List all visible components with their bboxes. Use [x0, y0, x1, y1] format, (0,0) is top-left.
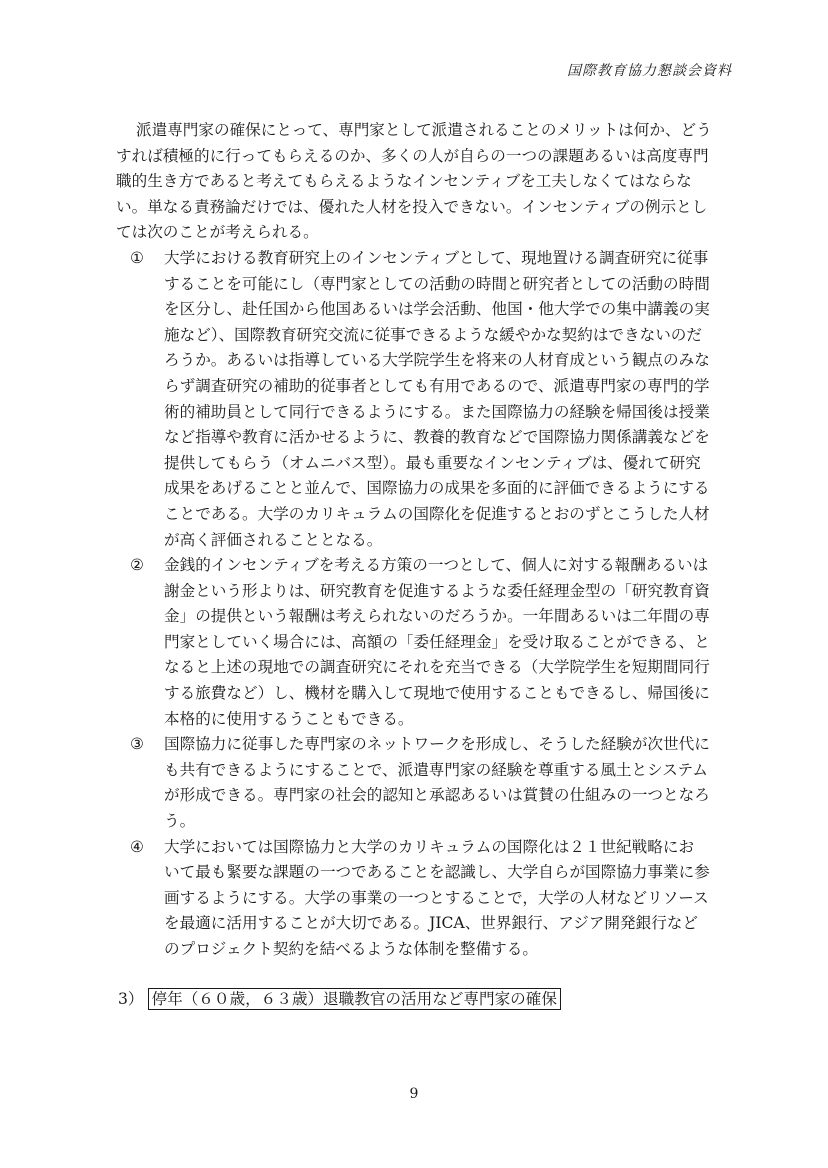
text-line: ろうか。あるいは指導している大学院学生を将来の人材育成という観点のみな — [164, 351, 710, 370]
text-line: 成果をあげることと並んで、国際協力の成果を多面的に評価できるようにする — [164, 479, 710, 498]
text-line: ことである。大学のカリキュラムの国際化を促進するとおのずとこうした人材 — [164, 504, 710, 523]
text-line: う。 — [164, 812, 196, 831]
list-marker: ④ — [130, 837, 144, 856]
text-line: なると上述の現地での調査研究にそれを充当できる（大学院学生を短期間同行 — [164, 658, 710, 677]
text-line: 金」の提供という報酬は考えられないのだろうか。一年間あるいは二年間の専 — [164, 607, 710, 626]
text-line: 画するようにする。大学の事業の一つとすることで，大学の人材などリソース — [164, 888, 709, 907]
text-line: を区分し、赴任国から他国あるいは学会活動、他国・他大学での集中講義の実 — [164, 300, 710, 319]
text-line: 提供してもらう（オムニバス型）。最も重要なインセンティブは、優れて研究 — [164, 453, 701, 472]
text-line: のプロジェクト契約を結べるような体制を整備する。 — [164, 940, 538, 958]
text-line: 国際協力に従事した専門家のネットワークを形成し、そうした経験が次世代に — [164, 735, 710, 754]
text-line: する旅費など）し、機材を購入して現地で使用することもできるし、帰国後に — [164, 684, 710, 703]
text-line: 職的生き方であると考えてもらえるようなインセンティブを工夫しなくてはならな — [116, 172, 692, 191]
text-line: ては次のことが考えられる。 — [116, 223, 319, 242]
list-item-4 — [116, 835, 736, 963]
intro-paragraph — [116, 118, 736, 246]
text-line: 術的補助員として同行できるようにする。また国際協力の経験を帰国後は授業 — [164, 402, 710, 421]
list-marker: ② — [130, 556, 144, 575]
text-line: が形成できる。専門家の社会的認知と承認あるいは賞賛の仕組みの一つとなろ — [164, 786, 710, 805]
text-line: 門家としていく場合には、高額の「委任経理金」を受け取ることができる、と — [164, 632, 710, 651]
section-number: 3） — [118, 990, 144, 1008]
text-line: い。単なる責務論だけでは、優れた人材を投入できない。インセンティブの例示とし — [116, 197, 708, 216]
text-line: 謝金という形よりは、研究教育を促進するような委任経理金型の「研究教育資 — [164, 581, 710, 600]
text-line: 金銭的インセンティブを考える方策の一つとして、個人に対する報酬あるいは — [164, 556, 709, 575]
text-line: らず調査研究の補助的従事者としても有用であるので、派遣専門家の専門的学 — [164, 376, 710, 395]
list-marker: ① — [130, 248, 144, 267]
text-line: を最適に活用することが大切である。JICA、世界銀行、アジア開発銀行など — [164, 914, 698, 933]
list-marker: ③ — [130, 735, 144, 754]
section-title: 停年（６０歳，６３歳）退職教官の活用など専門家の確保 — [148, 988, 561, 1010]
text-line: いて最も緊要な課題の一つであることを認識し、大学自らが国際協力事業に参 — [164, 863, 710, 882]
text-line: することを可能にし（専門家としての活動の時間と研究者としての活動の時間 — [164, 274, 710, 293]
text-line: 施など）、国際教育研究交流に従事できるような緩やかな契約はできないのだ — [164, 325, 702, 344]
text-line: すれば積極的に行ってもらえるのか、多くの人が自らの一つの課題あるいは高度専門 — [116, 146, 709, 165]
text-line: 本格的に使用するうこともできる。 — [164, 709, 414, 728]
text-line: も共有できるようにすることで、派遣専門家の経験を尊重する風土とシステム — [164, 760, 708, 779]
text-line: 大学においては国際協力と大学のカリキュラムの国際化は２１世紀戦略にお — [164, 837, 695, 856]
page-number: 9 — [409, 1086, 419, 1102]
text-line: が高く評価されることとなる。 — [164, 530, 383, 549]
list-item-3 — [116, 732, 736, 834]
list-item-1 — [116, 246, 736, 553]
text-line: 大学における教育研究上のインセンティブとして、現地置ける調査研究に従事 — [164, 248, 709, 267]
list-item-2 — [116, 553, 736, 732]
text-line: 派遣専門家の確保にとって、専門家として派遣されることのメリットは何か、どう — [136, 121, 712, 139]
text-line: など指導や教育に活かせるように、教養的教育などで国際協力関係講義などを — [164, 428, 710, 447]
document-header: 国際教育協力懇談会資料 — [567, 63, 732, 79]
section-heading — [118, 986, 561, 1012]
body-text — [116, 118, 736, 963]
